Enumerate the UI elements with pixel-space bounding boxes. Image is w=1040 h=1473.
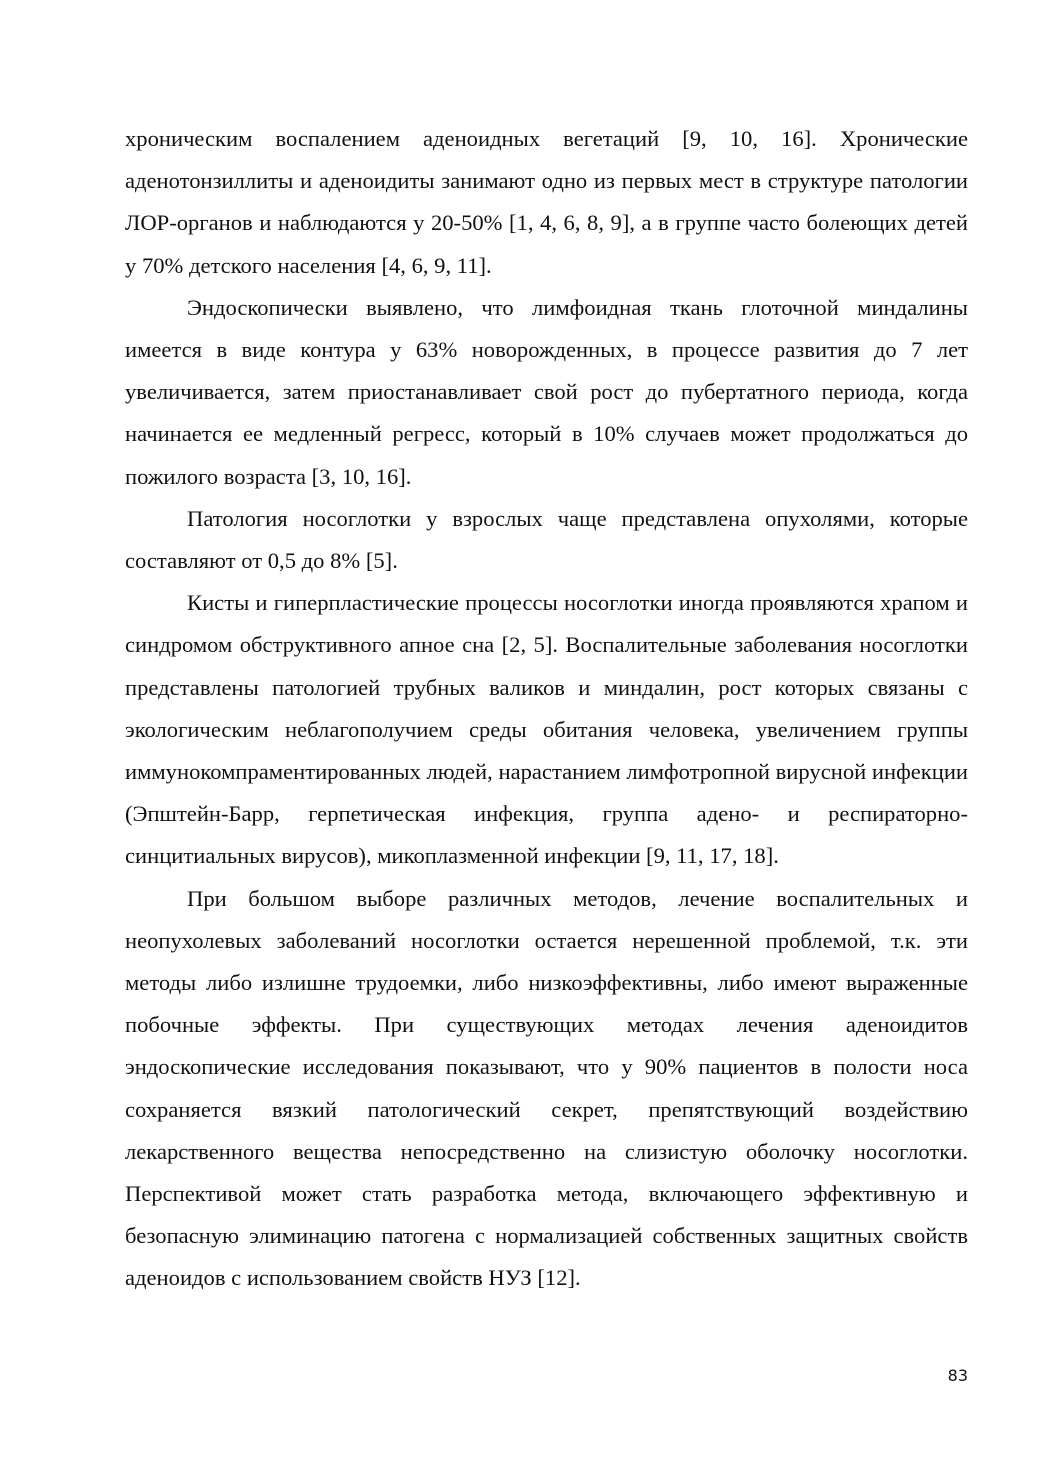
paragraph-treatment: При большом выборе различных методов, лечение воспалительных и неопухолевых заболеваний носоглотки остается нерешенной проблемой, т.к. эти методы либо излишне трудоемки, либо низкоэффективны, либо имеют выраженные побочные эффекты. При существующих методах лечения аденоидитов эндоскопические исследования показывают, что у 90% пациентов в полости носа сохраняется вязкий патологический секрет, препятствующий воздействию лекарственного вещества непосредственно на слизистую оболочку носоглотки. Перспективой может стать разработка метода, включающего эффективную и безопасную элиминацию патогена с нормализацией собственных защитных свойств аденоидов с использованием свойств НУЗ [12]. (125, 885, 968, 1291)
paragraph-endoscopy: Эндоскопически выявлено, что лимфоидная ткань глоточной миндалины имеется в виде контура у 63% новорожденных, в процессе развития до 7 лет увеличивается, затем приостанавливает свой рост до пубертатного периода, когда начинается ее медленный регресс, который в 10% случаев может продолжаться до пожилого возраста [3, 10, 16]. (125, 294, 968, 489)
page-number: 83 (947, 1366, 968, 1385)
paragraph-cysts: Кисты и гиперпластические процессы носоглотки иногда проявляются храпом и синдромом обструктивного апное сна [2, 5]. Воспалительные заболевания носоглотки представлены патологией трубных валиков и миндалин, рост которых связаны с экологическим неблагополучием среды обитания человека, увеличением группы иммунокомпраментированных людей, нарастанием лимфотропной вирусной инфекции (Эпштейн-Барр, герпетическая инфекция, группа адено- и респираторно-синцитиальных вирусов), микоплазменной инфекции [9, 11, 17, 18]. (125, 590, 968, 869)
paragraph-nasopharynx-pathology: Патология носоглотки у взрослых чаще представлена опухолями, которые составляют от 0,5 до 8% [5]. (125, 505, 968, 574)
paragraph-continuation: хроническим воспалением аденоидных вегетаций [9, 10, 16]. Хронические аденотонзиллиты и аденоидиты занимают одно из первых мест в структуре патологии ЛОР-органов и наблюдаются у 20-50% [1, 4, 6, 8, 9], а в группе часто болеющих детей у 70% детского населения [4, 6, 9, 11]. (125, 126, 968, 278)
document-body (125, 118, 968, 1300)
